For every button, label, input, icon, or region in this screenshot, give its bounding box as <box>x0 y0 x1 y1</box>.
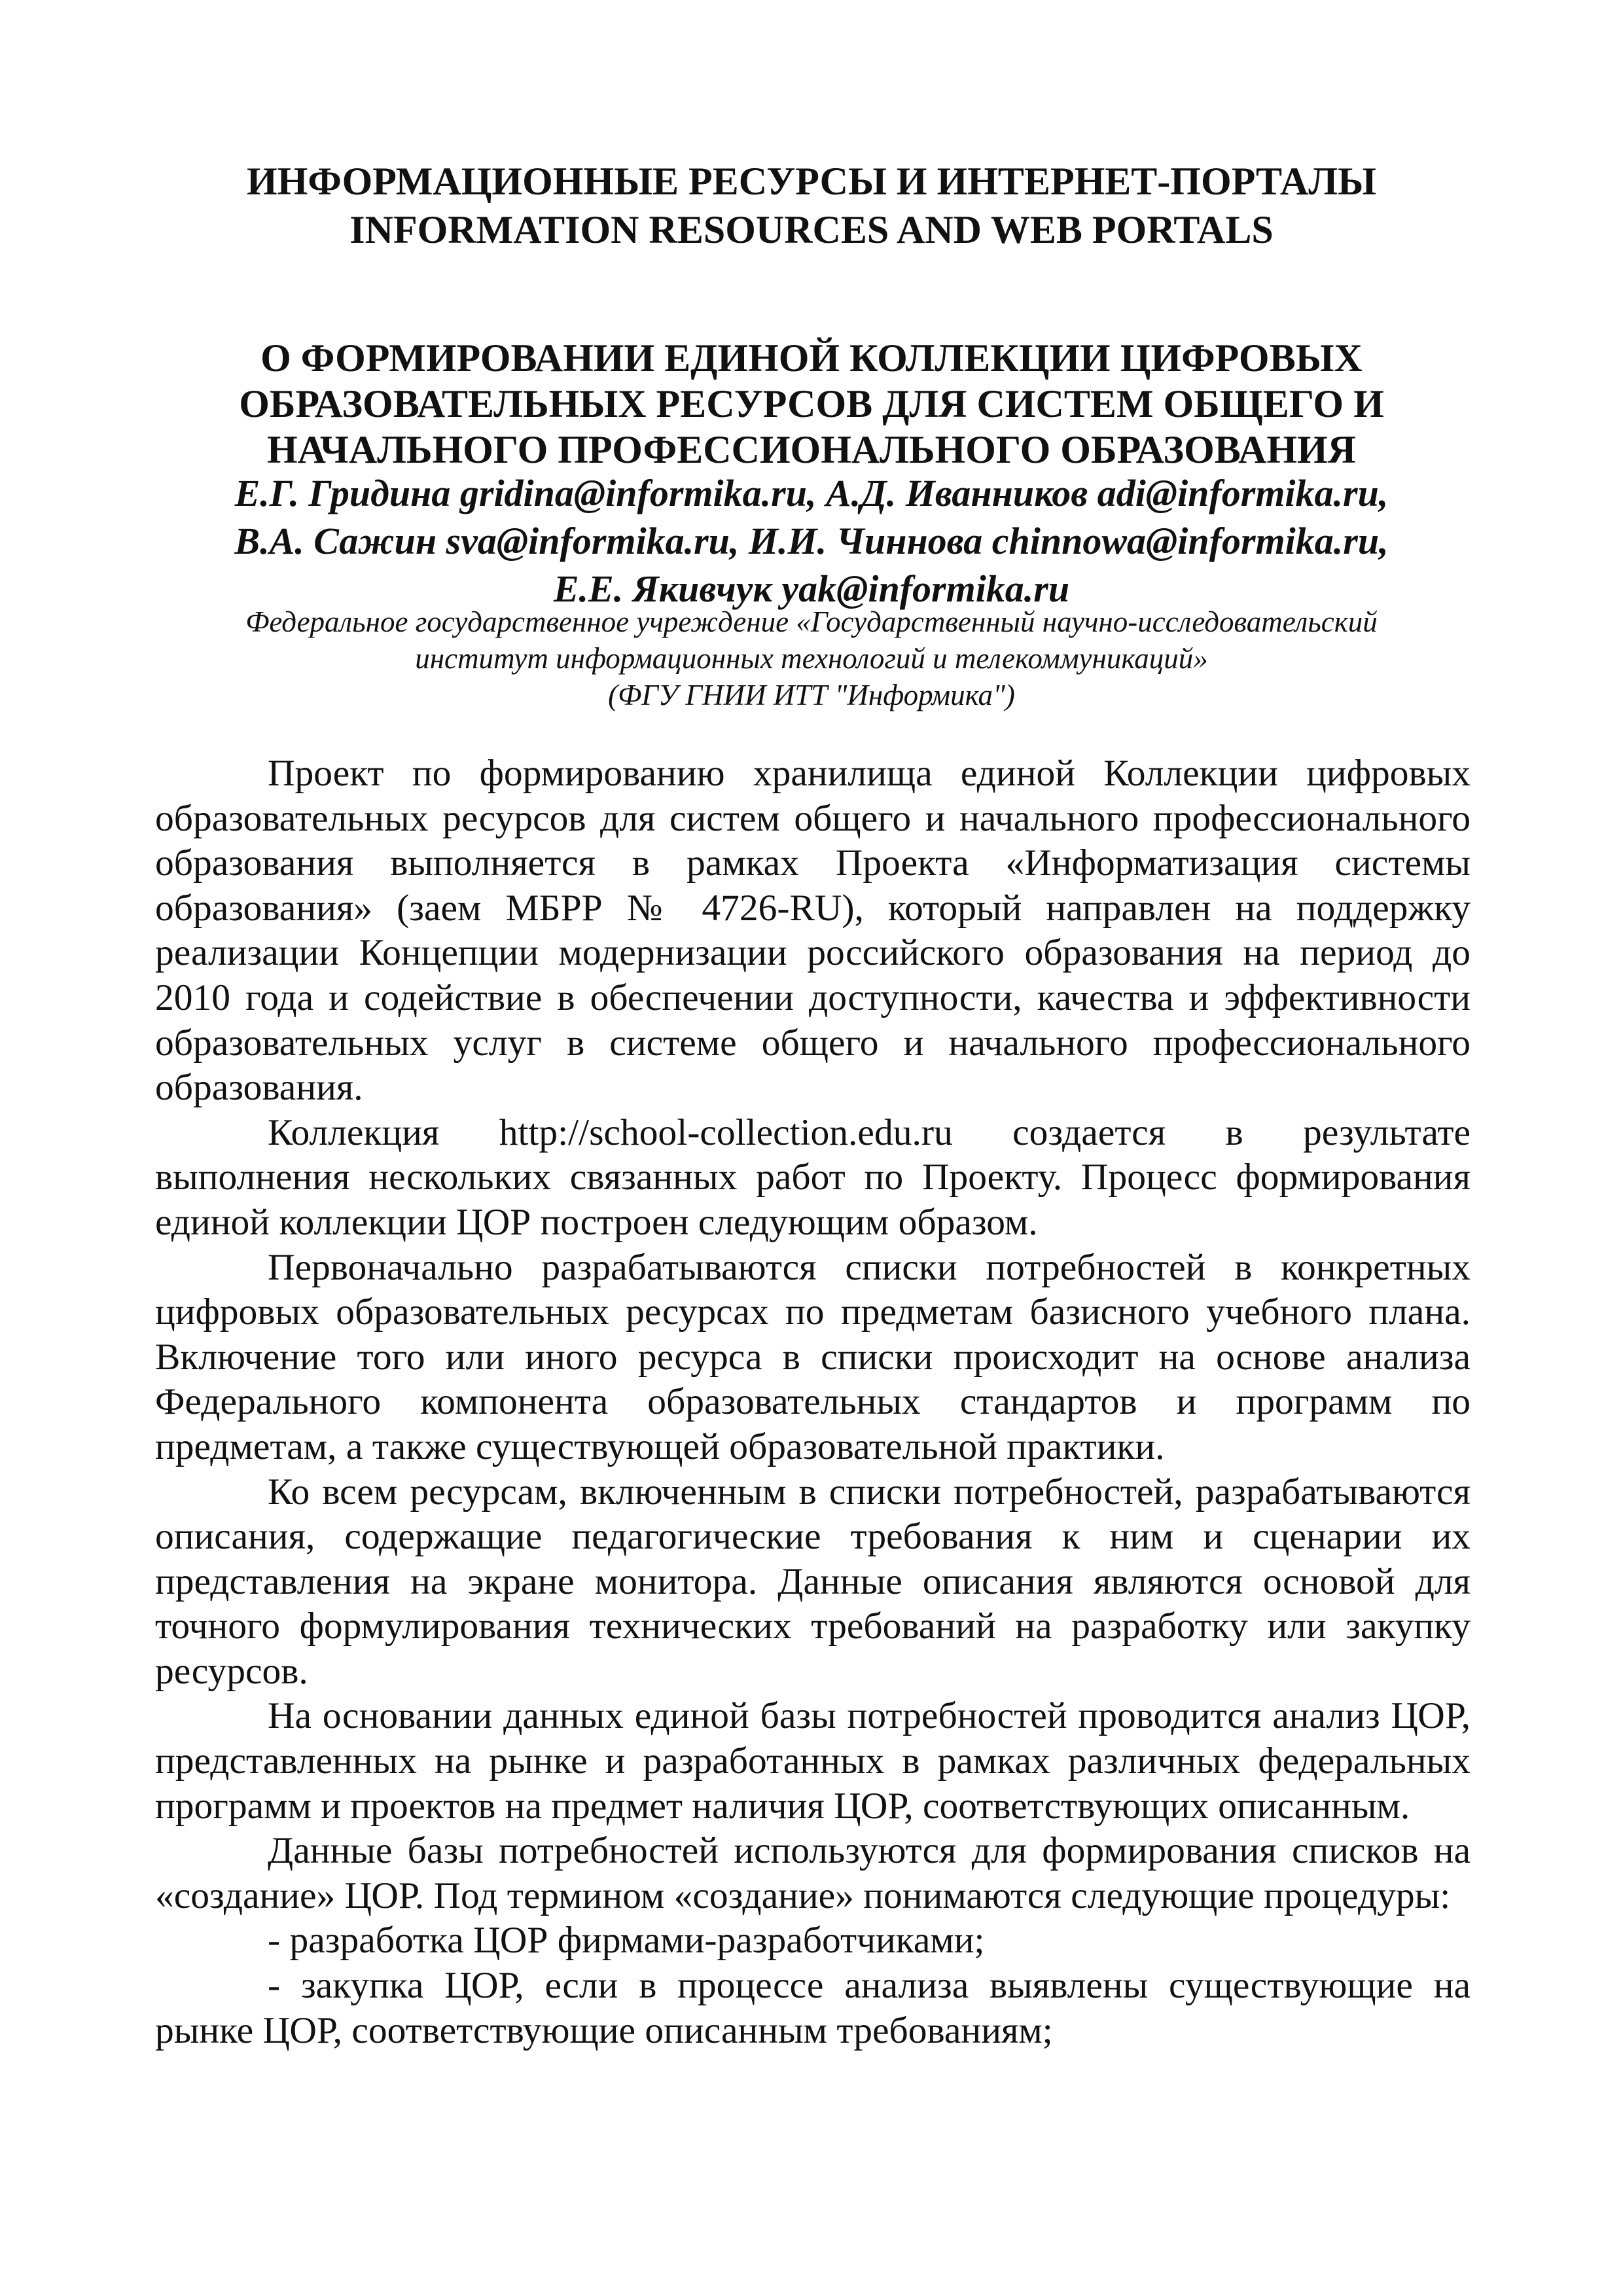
section-heading-en: INFORMATION RESOURCES AND WEB PORTALS <box>349 208 1274 251</box>
paragraph-creation: Данные базы потребностей используются для формирования списков на «создание» ЦОР. Под термином «создание» понимаются следующие процедуры: <box>155 1830 1471 1916</box>
list-item-purchase: - закупка ЦОР, если в процессе анализа выявлены существующие на рынке ЦОР, соответствующие описанным требованиям; <box>155 1965 1471 2051</box>
list-item-development: - разработка ЦОР фирмами-разработчиками; <box>268 1920 985 1962</box>
affiliation-line: Федеральное государственное учреждение «Государственный научно-исследовательский <box>245 605 1378 638</box>
affiliation-line: институт информационных технологий и телекоммуникаций» <box>415 642 1208 675</box>
title-line: НАЧАЛЬНОГО ПРОФЕССИОНАЛЬНОГО ОБРАЗОВАНИЯ <box>266 428 1357 471</box>
paragraph-collection: Коллекция http://school-collection.edu.ru создается в результате выполнения нескольких связанных работ по Проекту. Процесс формирования единой коллекции ЦОР построен следующим образом. <box>155 1111 1471 1243</box>
paragraph-needs-lists: Первоначально разрабатываются списки потребностей в конкретных цифровых образовательных ресурсах по предметам базисного учебного плана. Включение того или иного ресурса в списки происходит на основе анализа Федерального компонента образовательных стандартов и программ по предметам, а также существующей образовательной практики. <box>155 1246 1471 1467</box>
authors-line: В.А. Сажин sva@informika.ru, И.И. Чиннова chinnowa@informika.ru, <box>234 520 1389 562</box>
section-heading-ru: ИНФОРМАЦИОННЫЕ РЕСУРСЫ И ИНТЕРНЕТ-ПОРТАЛЫ <box>247 160 1376 203</box>
authors <box>0 469 1623 613</box>
paragraph-analysis: На основании данных единой базы потребностей проводится анализ ЦОР, представленных на рынке и разработанных в рамках различных федеральных программ и проектов на предмет наличия ЦОР, соответствующих описанным. <box>155 1695 1471 1827</box>
title-line: О ФОРМИРОВАНИИ ЕДИНОЙ КОЛЛЕКЦИИ ЦИФРОВЫХ <box>260 336 1363 380</box>
authors-line: Е.Е. Якивчук yak@informika.ru <box>553 567 1070 610</box>
paragraph-descriptions: Ко всем ресурсам, включенным в списки потребностей, разрабатываются описания, содержащие педагогические требования к ним и сценарии их представления на экране монитора. Данные описания являются основой для точного формулирования технических требований на разработку или закупку ресурсов. <box>155 1471 1471 1692</box>
affiliation <box>0 603 1623 713</box>
title-line: ОБРАЗОВАТЕЛЬНЫХ РЕСУРСОВ ДЛЯ СИСТЕМ ОБЩЕГО И <box>239 382 1384 425</box>
body-text <box>155 751 1471 2053</box>
affiliation-line: (ФГУ ГНИИ ИТТ "Информика") <box>608 679 1015 711</box>
authors-line: Е.Г. Гридина gridina@informika.ru, А.Д. Иванников adi@informika.ru, <box>234 472 1389 514</box>
article-title <box>0 335 1623 473</box>
paragraph-intro: Проект по формированию хранилища единой Коллекции цифровых образовательных ресурсов для систем общего и начального профессионального образования выполняется в рамках Проекта «Информатизация системы образования» (заем МБРР № 4726-RU), который направлен на поддержку реализации Концепции модернизации российского образования на период до 2010 года и содействие в обеспечении доступности, качества и эффективности образовательных услуг в системе общего и начального профессионального образования. <box>155 753 1471 1109</box>
section-heading <box>0 157 1623 254</box>
